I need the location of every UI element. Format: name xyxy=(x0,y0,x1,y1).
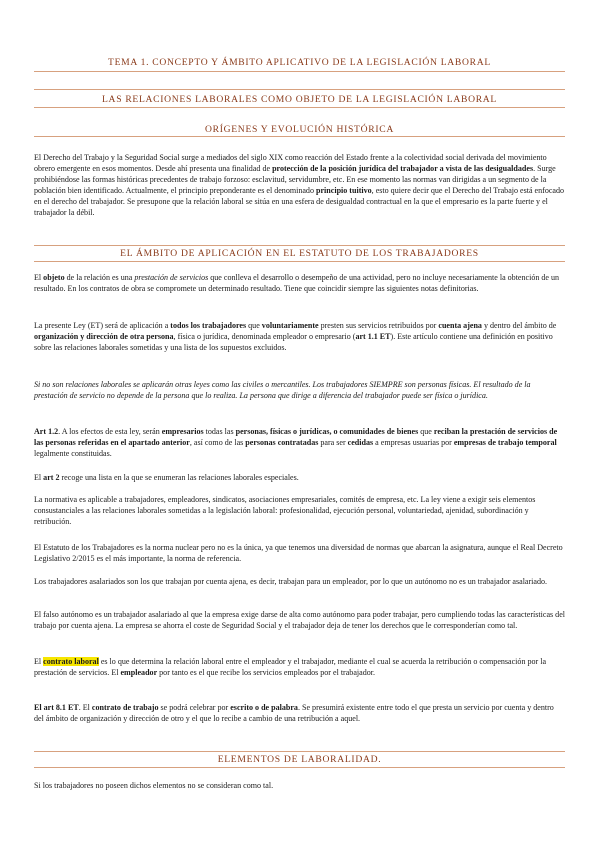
scope-paragraph-estatuto: El Estatuto de los Trabajadores es la norma nuclear pero no es la única, ya que tenemos una diversidad de normas que abarcan la asignatura, aunque el Real Decreto Legislativo 2/2015 es el más importante, la norma de referencia. xyxy=(34,543,563,563)
heading-scope: EL ÁMBITO DE APLICACIÓN EN EL ESTATUTO DE LOS TRABAJADORES xyxy=(120,248,479,259)
heading-elements: ELEMENTOS DE LABORALIDAD. xyxy=(217,754,382,765)
scope-paragraph-asalariados: Los trabajadores asalariados son los que trabajan por cuenta ajena, es decir, trabajan para un empleador, por lo que un autónomo no es un trabajador asalariado. xyxy=(34,577,548,586)
origins-paragraph: El Derecho del Trabajo y la Seguridad Social surge a mediados del siglo XIX como reacción del Estado frente a la colectividad social derivada del movimiento obrero emergente en esos momentos. Desde ahí presenta una finalidad de protección de la posición jurídica del trabajador a vista de las desigualdades. Surge prohibiéndose las formas históricas precedentes de trabajo forzoso: esclavitud, servidumbre, etc. En ese momento las normas van dirigidas a un segmento de la población bien identificado. Actualmente, el principio preponderante es el denominado principio tuitivo, esto quiere decir que el Derecho del Trabajo está enfocado en el derecho del trabajador. Se presupone que la relación laboral se sitúa en una esfera de desigualdad contractual en la que el empresario es la parte fuerte y el trabajador la débil. xyxy=(34,153,565,217)
heading-scope-rule xyxy=(34,261,565,262)
scope-paragraph-art-2: El art 2 recoge una lista en la que se enumeran las relaciones laborales especiales. xyxy=(34,473,299,482)
heading-elements-top-rule xyxy=(34,751,565,752)
scope-paragraph-normativa: La normativa es aplicable a trabajadores, empleadores, sindicatos, asociaciones empresariales, comités de empresa, etc. La ley viene a exigir seis elementos consustanciales a las relaciones laborales sometidas a la legislación laboral: profesionalidad, ejecución personal, voluntariedad, ajenidad, subordinación y retribución. xyxy=(34,495,536,526)
elements-paragraph: Si los trabajadores no poseen dichos elementos no se consideran como tal. xyxy=(34,781,274,790)
scope-paragraph-art-8-1: El art 8.1 ET. El contrato de trabajo se podrá celebrar por escrito o de palabra. Se presumirá existente entre todo el que presta un servicio por cuenta y dentro del ámbito de organización y dirección de otro y el que lo recibe a cambio de una retribución a aquel. xyxy=(34,703,554,723)
scope-paragraph-contrato-laboral: El contrato laboral es lo que determina la relación laboral entre el empleador y el trabajador, mediante el cual se acuerda la retribución o compensación por la prestación de servicios. El empleador por tanto es el que recibe los servicios empleados por el trabajador. xyxy=(34,657,547,677)
document-title: TEMA 1. CONCEPTO Y ÁMBITO APLICATIVO DE LA LEGISLACIÓN LABORAL xyxy=(108,57,491,68)
scope-paragraph-art-1-2: Art 1.2. A los efectos de esta ley, serán empresarios todas las personas, físicas o jurídicas, o comunidades de bienes que reciban la prestación de servicios de las personas referidas en el apartado anterior, así como de las personas contratadas para ser cedidas a empresas usuarias por empresas de trabajo temporal legalmente constituidas. xyxy=(34,427,558,458)
section-top-rule xyxy=(34,89,565,90)
scope-paragraph-italic-note: Si no son relaciones laborales se aplicarán otras leyes como las civiles o mercantiles. Los trabajadores SIEMPRE son personas físicas. El resultado de la prestación de servicio no depende de la persona que lo realiza. La persona que dirige a diferencia del trabajador puede ser física o jurídica. xyxy=(34,380,531,400)
section-bottom-rule xyxy=(34,107,565,108)
heading-origins: ORÍGENES Y EVOLUCIÓN HISTÓRICA xyxy=(205,124,394,135)
title-rule xyxy=(34,71,565,72)
scope-paragraph-art-1-1: La presente Ley (ET) será de aplicación a todos los trabajadores que voluntariamente presten sus servicios retribuidos por cuenta ajena y dentro del ámbito de organización y dirección de otra persona, física o jurídica, denominada empleador o empresario (art 1.1 ET). Este artículo contiene una definición en positivo sobre las relaciones laborales sometidas y una lista de los supuestos excluidos. xyxy=(34,321,557,352)
heading-elements-rule xyxy=(34,767,565,768)
section-title: LAS RELACIONES LABORALES COMO OBJETO DE LA LEGISLACIÓN LABORAL xyxy=(102,94,497,105)
highlighted-term: contrato laboral xyxy=(43,657,99,666)
heading-origins-rule xyxy=(34,136,565,137)
heading-scope-top-rule xyxy=(34,245,565,246)
scope-paragraph-falso-autonomo: El falso autónomo es un trabajador asalariado al que la empresa exige darse de alta como autónomo para poder trabajar, pero cumpliendo todas las características del trabajo por cuenta ajena. La empresa se ahorra el coste de Seguridad Social y el trabajador deja de tener los derechos que le corresponderían como tal. xyxy=(34,610,566,630)
scope-paragraph-object: El objeto de la relación es una prestación de servicios que conlleva el desarrollo o desempeño de una actividad, pero no incluye necesariamente la obtención de un resultado. En los contratos de obra se compromete un determinado resultado. Tiene que coincidir siempre las siguientes notas definitorias. xyxy=(34,273,560,293)
